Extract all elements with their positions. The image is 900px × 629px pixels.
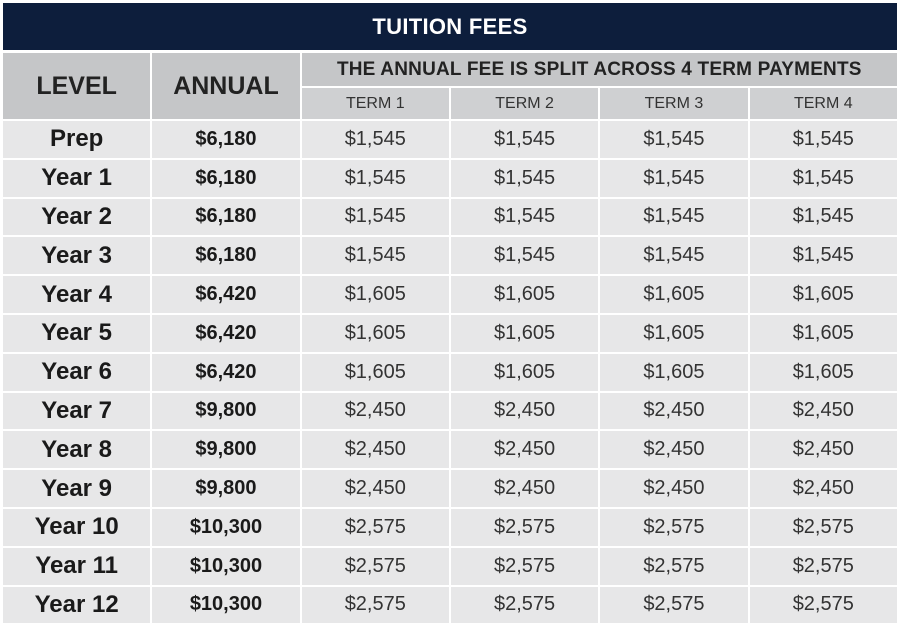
cell-term-2: $1,605: [451, 276, 598, 313]
cell-level: Year 1: [3, 160, 150, 197]
header-term-4: TERM 4: [750, 88, 897, 119]
cell-term-3: $2,575: [600, 548, 747, 585]
cell-term-1: $1,545: [302, 237, 449, 274]
cell-term-4: $1,605: [750, 315, 897, 352]
table-row: [3, 199, 897, 236]
cell-term-2: $1,545: [451, 121, 598, 158]
cell-term-4: $1,605: [750, 276, 897, 313]
cell-term-2: $2,450: [451, 393, 598, 430]
header-split-note: THE ANNUAL FEE IS SPLIT ACROSS 4 TERM PAYMENTS: [302, 53, 897, 86]
cell-level: Year 8: [3, 431, 150, 468]
table-row: [3, 237, 897, 274]
cell-term-4: $1,545: [750, 121, 897, 158]
cell-annual: $9,800: [152, 470, 299, 507]
cell-term-3: $1,605: [600, 315, 747, 352]
cell-term-3: $1,545: [600, 121, 747, 158]
cell-annual: $10,300: [152, 587, 299, 624]
cell-term-3: $1,605: [600, 276, 747, 313]
cell-term-1: $2,575: [302, 548, 449, 585]
cell-term-1: $2,575: [302, 509, 449, 546]
cell-annual: $6,420: [152, 276, 299, 313]
cell-annual: $6,420: [152, 315, 299, 352]
cell-level: Year 12: [3, 587, 150, 624]
cell-annual: $9,800: [152, 393, 299, 430]
cell-annual: $10,300: [152, 509, 299, 546]
cell-term-1: $2,450: [302, 470, 449, 507]
cell-term-3: $2,450: [600, 393, 747, 430]
cell-annual: $6,420: [152, 354, 299, 391]
cell-level: Year 7: [3, 393, 150, 430]
cell-term-1: $1,605: [302, 354, 449, 391]
table-title: TUITION FEES: [3, 3, 897, 50]
table-row: [3, 470, 897, 507]
cell-term-4: $1,545: [750, 199, 897, 236]
cell-term-3: $1,545: [600, 199, 747, 236]
table-row: [3, 393, 897, 430]
cell-level: Year 3: [3, 237, 150, 274]
cell-term-1: $1,545: [302, 121, 449, 158]
cell-term-2: $1,605: [451, 315, 598, 352]
cell-term-2: $1,545: [451, 237, 598, 274]
table-row: [3, 160, 897, 197]
cell-term-4: $1,605: [750, 354, 897, 391]
cell-term-3: $2,450: [600, 431, 747, 468]
cell-term-4: $2,575: [750, 509, 897, 546]
cell-level: Year 11: [3, 548, 150, 585]
cell-term-4: $2,450: [750, 470, 897, 507]
cell-annual: $6,180: [152, 199, 299, 236]
cell-term-1: $1,545: [302, 199, 449, 236]
cell-annual: $6,180: [152, 121, 299, 158]
header-level: LEVEL: [3, 53, 150, 119]
cell-level: Year 10: [3, 509, 150, 546]
cell-term-4: $1,545: [750, 237, 897, 274]
cell-term-4: $1,545: [750, 160, 897, 197]
cell-level: Year 5: [3, 315, 150, 352]
cell-term-2: $2,575: [451, 509, 598, 546]
cell-term-2: $2,450: [451, 431, 598, 468]
header-term-3: TERM 3: [600, 88, 747, 119]
cell-term-3: $1,545: [600, 237, 747, 274]
cell-term-3: $2,575: [600, 509, 747, 546]
cell-level: Year 4: [3, 276, 150, 313]
table-row: [3, 354, 897, 391]
cell-term-3: $1,605: [600, 354, 747, 391]
cell-term-1: $1,545: [302, 160, 449, 197]
cell-term-1: $1,605: [302, 315, 449, 352]
cell-level: Prep: [3, 121, 150, 158]
cell-annual: $10,300: [152, 548, 299, 585]
cell-term-1: $2,450: [302, 393, 449, 430]
table-row: [3, 315, 897, 352]
table-body: [3, 121, 897, 623]
cell-term-4: $2,450: [750, 393, 897, 430]
cell-term-2: $1,605: [451, 354, 598, 391]
header-annual: ANNUAL: [152, 53, 299, 119]
cell-term-4: $2,575: [750, 548, 897, 585]
header-term-1: TERM 1: [302, 88, 449, 119]
table-row: [3, 509, 897, 546]
tuition-fees-table: [1, 51, 899, 625]
cell-term-4: $2,450: [750, 431, 897, 468]
header-term-2: TERM 2: [451, 88, 598, 119]
cell-term-2: $1,545: [451, 199, 598, 236]
cell-term-1: $2,575: [302, 587, 449, 624]
table-row: [3, 121, 897, 158]
cell-term-3: $2,450: [600, 470, 747, 507]
table-row: [3, 431, 897, 468]
cell-term-2: $2,575: [451, 548, 598, 585]
cell-term-2: $2,575: [451, 587, 598, 624]
cell-term-2: $2,450: [451, 470, 598, 507]
table-row: [3, 276, 897, 313]
cell-level: Year 9: [3, 470, 150, 507]
cell-annual: $6,180: [152, 160, 299, 197]
table-row: [3, 587, 897, 624]
cell-annual: $9,800: [152, 431, 299, 468]
cell-term-4: $2,575: [750, 587, 897, 624]
cell-term-3: $2,575: [600, 587, 747, 624]
cell-term-2: $1,545: [451, 160, 598, 197]
cell-level: Year 6: [3, 354, 150, 391]
cell-term-1: $1,605: [302, 276, 449, 313]
cell-level: Year 2: [3, 199, 150, 236]
cell-annual: $6,180: [152, 237, 299, 274]
cell-term-3: $1,545: [600, 160, 747, 197]
table-row: [3, 548, 897, 585]
cell-term-1: $2,450: [302, 431, 449, 468]
